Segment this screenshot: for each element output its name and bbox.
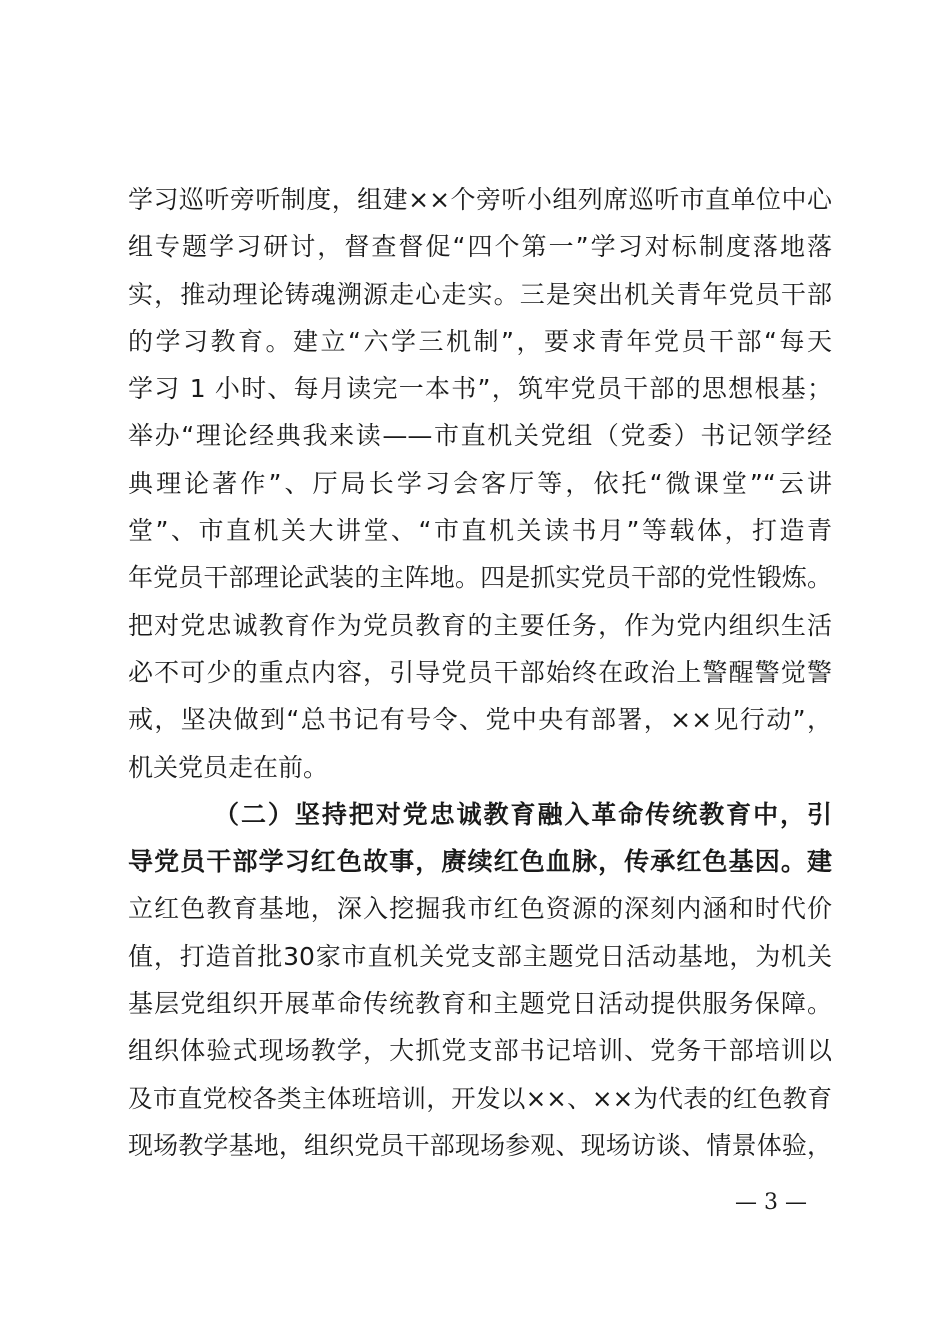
text-line: 典理论著作”、厅局长学习会客厅等，依托“微课堂”“云讲 — [128, 468, 832, 498]
text-line: 及市直党校各类主体班培训，开发以××、××为代表的红色教育 — [128, 1083, 832, 1113]
text-line: 组专题学习研讨，督查督促“四个第一”学习对标制度落地落 — [128, 232, 832, 262]
page-number: — 3 — — [735, 1190, 807, 1215]
section-heading-line: 导党员干部学习红色故事，赓续红色血脉，传承红色基因。建 — [128, 847, 832, 877]
body-text — [128, 176, 832, 1169]
text-line: 机关党员走在前。 — [128, 752, 329, 782]
text-line: 戒，坚决做到“总书记有号令、党中央有部署，××见行动”， — [128, 705, 832, 735]
text-line: 组织体验式现场教学，大抓党支部书记培训、党务干部培训以 — [128, 1036, 832, 1066]
text-line: 现场教学基地，组织党员干部现场参观、现场访谈、情景体验， — [128, 1130, 832, 1160]
text-line: 学习巡听旁听制度，组建××个旁听小组列席巡听市直单位中心 — [128, 185, 832, 214]
text-line: 的学习教育。建立“六学三机制”，要求青年党员干部“每天 — [128, 326, 832, 356]
text-line: 立红色教育基地，深入挖掘我市红色资源的深刻内涵和时代价 — [128, 894, 832, 924]
text-line: 基层党组织开展革命传统教育和主题党日活动提供服务保障。 — [128, 989, 832, 1019]
text-line: 年党员干部理论武装的主阵地。四是抓实党员干部的党性锻炼。 — [128, 563, 832, 593]
text-line: 必不可少的重点内容，引导党员干部始终在政治上警醒警觉警 — [128, 657, 832, 687]
text-line: 学习 1 小时、每月读完一本书”，筑牢党员干部的思想根基； — [128, 374, 832, 404]
text-line: 举办“理论经典我来读——市直机关党组（党委）书记领学经 — [128, 421, 832, 451]
section-heading-line: （二）坚持把对党忠诚教育融入革命传统教育中，引 — [214, 799, 832, 829]
text-line: 堂”、市直机关大讲堂、“市直机关读书月”等载体，打造青 — [128, 516, 832, 546]
text-line: 实，推动理论铸魂溯源走心走实。三是突出机关青年党员干部 — [128, 279, 832, 309]
text-line: 值，打造首批30家市直机关党支部主题党日活动基地，为机关 — [128, 941, 832, 971]
text-line: 把对党忠诚教育作为党员教育的主要任务，作为党内组织生活 — [128, 610, 832, 640]
